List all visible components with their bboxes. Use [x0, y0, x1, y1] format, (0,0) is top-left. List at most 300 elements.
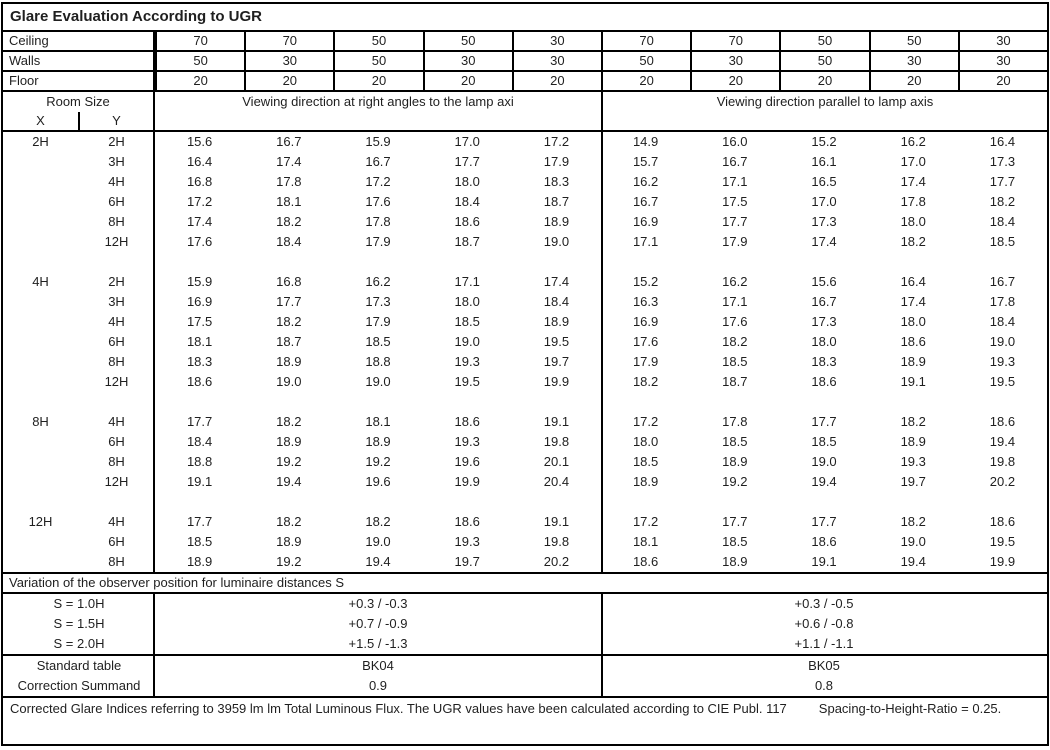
ugr-value: 18.2	[365, 514, 391, 529]
room-x-value	[3, 152, 78, 172]
ugr-value: 17.2	[632, 514, 659, 529]
ugr-value: 18.4	[989, 214, 1016, 229]
ugr-value: 19.6	[365, 474, 391, 489]
surface-label: Ceiling	[3, 32, 155, 50]
surface-value: 20	[601, 72, 690, 90]
summary-rows	[3, 656, 1047, 696]
ugr-value: 19.4	[900, 554, 926, 569]
table-row	[3, 532, 1047, 552]
vertical-divider	[153, 594, 155, 654]
ugr-value: 16.2	[632, 174, 659, 189]
ugr-value: 18.5	[365, 334, 391, 349]
ugr-value: 18.8	[365, 354, 391, 369]
ugr-value: 19.7	[900, 474, 926, 489]
ugr-value: 19.0	[900, 534, 926, 549]
surface-row	[3, 32, 1047, 52]
ugr-value: 18.2	[722, 334, 748, 349]
variation-right-value: +0.6 / -0.8	[794, 616, 854, 631]
room-x-value: 12H	[28, 514, 53, 529]
ugr-value: 18.2	[900, 234, 926, 249]
ugr-value: 19.0	[365, 534, 391, 549]
ugr-value: 19.3	[900, 454, 926, 469]
surface-value: 50	[779, 32, 868, 50]
room-y-value: 4H	[108, 314, 125, 329]
vertical-divider	[153, 132, 155, 572]
room-x-value	[3, 232, 78, 252]
room-y-value: 4H	[108, 174, 125, 189]
ugr-value: 18.2	[900, 414, 926, 429]
room-y-value: 6H	[108, 534, 125, 549]
ugr-value: 17.2	[632, 414, 659, 429]
variation-right-value: +0.3 / -0.5	[794, 596, 854, 611]
vertical-divider	[601, 132, 603, 572]
room-y-value: 2H	[108, 134, 125, 149]
room-y-value: 6H	[108, 194, 125, 209]
table-row	[3, 232, 1047, 252]
ugr-value: 17.7	[276, 294, 302, 309]
surface-value: 50	[601, 52, 690, 70]
ugr-value: 17.2	[543, 134, 570, 149]
ugr-value: 15.2	[632, 274, 659, 289]
ugr-value: 18.5	[186, 534, 213, 549]
ugr-value: 15.6	[811, 274, 837, 289]
ugr-value: 16.9	[632, 214, 659, 229]
ugr-value: 17.8	[365, 214, 391, 229]
ugr-value: 18.1	[186, 334, 213, 349]
variation-row	[3, 614, 1047, 634]
ugr-table	[1, 2, 1049, 746]
ugr-value: 17.0	[811, 194, 837, 209]
surface-value: 50	[423, 32, 512, 50]
surface-value: 50	[869, 32, 958, 50]
surface-value: 30	[512, 32, 601, 50]
ugr-value: 15.9	[365, 134, 391, 149]
ugr-value: 20.2	[543, 554, 570, 569]
ugr-value: 19.1	[811, 554, 837, 569]
ugr-value: 17.6	[632, 334, 659, 349]
ugr-value: 20.4	[543, 474, 570, 489]
ugr-value: 17.7	[989, 174, 1016, 189]
surface-value: 70	[690, 32, 779, 50]
surface-reflectance-rows	[3, 32, 1047, 92]
ugr-value: 19.2	[722, 474, 748, 489]
room-x-value	[3, 172, 78, 192]
ugr-data-rows	[3, 132, 1047, 572]
ugr-value: 17.6	[365, 194, 391, 209]
room-x-value	[3, 332, 78, 352]
ugr-value: 17.6	[186, 234, 213, 249]
table-row	[3, 152, 1047, 172]
ugr-value: 18.5	[722, 354, 748, 369]
ugr-value: 18.2	[276, 414, 302, 429]
room-y-value: 3H	[108, 154, 125, 169]
surface-value: 20	[512, 72, 601, 90]
ugr-value: 15.6	[186, 134, 213, 149]
summary-label: Standard table	[36, 658, 122, 673]
ugr-value: 16.4	[900, 274, 926, 289]
ugr-value: 17.2	[186, 194, 213, 209]
ugr-value: 18.3	[543, 174, 570, 189]
column-header-row	[3, 92, 1047, 132]
surface-value: 20	[779, 72, 868, 90]
surface-value: 30	[512, 52, 601, 70]
ugr-value: 17.3	[811, 314, 837, 329]
room-x-value	[3, 312, 78, 332]
vertical-divider	[153, 656, 155, 696]
ugr-value: 19.1	[543, 514, 570, 529]
ugr-value: 16.2	[365, 274, 391, 289]
ugr-value: 20.1	[543, 454, 570, 469]
ugr-value: 19.8	[543, 534, 570, 549]
room-y-value: 6H	[108, 434, 125, 449]
room-size-header	[3, 92, 155, 130]
ugr-value: 16.7	[722, 154, 748, 169]
spacer-row	[3, 392, 1047, 412]
ugr-value: 19.1	[186, 474, 213, 489]
summary-label: Correction Summand	[17, 678, 141, 693]
variation-right-value: +1.1 / -1.1	[794, 636, 854, 651]
ugr-value: 16.8	[186, 174, 213, 189]
ugr-value: 18.6	[454, 514, 480, 529]
surface-value: 50	[333, 52, 422, 70]
ugr-value: 15.2	[811, 134, 837, 149]
footer-text: Corrected Glare Indices referring to 3959 lm lm Total Luminous Flux. The UGR values have been calculated according to CIE Publ. 117	[10, 701, 787, 716]
ugr-value: 17.5	[722, 194, 748, 209]
ugr-value: 17.7	[454, 154, 480, 169]
ugr-value: 17.5	[186, 314, 213, 329]
room-y-value: 8H	[108, 354, 125, 369]
ugr-value: 18.9	[632, 474, 659, 489]
ugr-value: 18.9	[900, 354, 926, 369]
ugr-value: 19.8	[543, 434, 570, 449]
ugr-value: 18.9	[276, 534, 302, 549]
ugr-value: 16.2	[722, 274, 748, 289]
ugr-value: 18.2	[276, 514, 302, 529]
table-row	[3, 312, 1047, 332]
ugr-value: 17.7	[186, 514, 213, 529]
observer-variation-section	[3, 594, 1047, 656]
surface-value: 20	[869, 72, 958, 90]
ugr-value: 18.4	[989, 314, 1016, 329]
ugr-value: 16.2	[900, 134, 926, 149]
ugr-value: 16.9	[632, 314, 659, 329]
room-x-value: 4H	[32, 274, 49, 289]
ugr-value: 17.3	[365, 294, 391, 309]
room-x-value	[3, 192, 78, 212]
ugr-value: 17.7	[186, 414, 213, 429]
ugr-value: 17.3	[989, 154, 1016, 169]
ugr-value: 18.6	[454, 214, 480, 229]
ugr-value: 17.8	[276, 174, 302, 189]
ugr-value: 17.4	[276, 154, 302, 169]
variation-left-value: +1.5 / -1.3	[348, 636, 408, 651]
ugr-value: 18.7	[276, 334, 302, 349]
table-row	[3, 472, 1047, 492]
room-y-value: 2H	[108, 274, 125, 289]
ugr-value: 19.1	[900, 374, 926, 389]
ugr-value: 18.9	[722, 454, 748, 469]
ugr-value: 19.5	[454, 374, 480, 389]
ugr-value: 19.2	[365, 454, 391, 469]
ugr-value: 17.7	[811, 414, 837, 429]
ugr-value: 18.3	[186, 354, 213, 369]
ugr-value: 17.9	[365, 314, 391, 329]
table-row	[3, 552, 1047, 572]
surface-value: 20	[690, 72, 779, 90]
surface-label: Floor	[3, 72, 155, 90]
ugr-value: 18.2	[276, 314, 302, 329]
room-x-value	[3, 432, 78, 452]
room-x-value	[3, 372, 78, 392]
ugr-value: 18.5	[811, 434, 837, 449]
ugr-value: 19.0	[543, 234, 570, 249]
ugr-value: 18.6	[811, 534, 837, 549]
ugr-value: 19.8	[989, 454, 1016, 469]
ugr-value: 18.7	[722, 374, 748, 389]
room-y-value: 4H	[108, 514, 125, 529]
ugr-value: 17.4	[543, 274, 570, 289]
ugr-value: 17.1	[722, 294, 748, 309]
spacer-row	[3, 492, 1047, 512]
ugr-value: 17.4	[811, 234, 837, 249]
ugr-value: 18.2	[900, 514, 926, 529]
s-distance-rows	[3, 594, 1047, 654]
ugr-value: 18.6	[454, 414, 480, 429]
s-distance-label: S = 1.0H	[53, 596, 105, 611]
ugr-value: 18.5	[989, 234, 1016, 249]
room-x-value	[3, 212, 78, 232]
ugr-value: 16.4	[989, 134, 1016, 149]
table-row	[3, 192, 1047, 212]
ugr-value: 19.2	[276, 454, 302, 469]
surface-value: 70	[244, 32, 333, 50]
ugr-value: 17.7	[811, 514, 837, 529]
ugr-value: 18.6	[811, 374, 837, 389]
ugr-value: 19.3	[454, 434, 480, 449]
ugr-value: 19.2	[276, 554, 302, 569]
ugr-value: 17.2	[365, 174, 391, 189]
surface-value: 70	[601, 32, 690, 50]
ugr-value: 18.2	[276, 214, 302, 229]
ugr-value: 18.2	[989, 194, 1016, 209]
ugr-value: 17.4	[900, 174, 926, 189]
room-y-value: 3H	[108, 294, 125, 309]
ugr-value: 16.1	[811, 154, 837, 169]
ugr-value: 17.8	[900, 194, 926, 209]
ugr-value: 18.9	[722, 554, 748, 569]
table-row	[3, 412, 1047, 432]
room-y-value: 12H	[104, 474, 129, 489]
ugr-value: 19.5	[989, 374, 1016, 389]
ugr-value: 17.7	[722, 214, 748, 229]
ugr-value: 17.9	[543, 154, 570, 169]
ugr-value: 18.5	[454, 314, 480, 329]
ugr-value: 18.6	[632, 554, 659, 569]
surface-row	[3, 72, 1047, 92]
ugr-value: 17.6	[722, 314, 748, 329]
ugr-value: 19.6	[454, 454, 480, 469]
surface-value: 20	[333, 72, 422, 90]
ugr-value: 16.7	[632, 194, 659, 209]
viewing-direction-right-angles-header: Viewing direction at right angles to the lamp axi	[155, 92, 603, 130]
room-size-label: Room Size	[46, 94, 110, 109]
ugr-value: 16.7	[365, 154, 391, 169]
ugr-value: 19.9	[989, 554, 1016, 569]
surface-value: 20	[244, 72, 333, 90]
ugr-value: 19.3	[454, 534, 480, 549]
ugr-value: 19.1	[543, 414, 570, 429]
ugr-value: 17.8	[989, 294, 1016, 309]
room-x-value	[3, 352, 78, 372]
ugr-value: 18.7	[543, 194, 570, 209]
ugr-value: 19.0	[989, 334, 1016, 349]
variation-section-title: Variation of the observer position for luminaire distances S	[3, 574, 1047, 594]
ugr-value: 18.0	[454, 294, 480, 309]
ugr-value: 19.3	[454, 354, 480, 369]
surface-row	[3, 52, 1047, 72]
s-distance-label: S = 1.5H	[53, 616, 105, 631]
ugr-value: 18.3	[811, 354, 837, 369]
table-row	[3, 132, 1047, 152]
room-y-value: 6H	[108, 334, 125, 349]
ugr-value: 17.9	[722, 234, 748, 249]
variation-left-value: +0.3 / -0.3	[348, 596, 408, 611]
spacer-row	[3, 252, 1047, 272]
ugr-value: 14.9	[632, 134, 659, 149]
surface-value: 30	[690, 52, 779, 70]
ugr-value: 16.7	[276, 134, 302, 149]
ugr-value: 19.9	[543, 374, 570, 389]
ugr-value: 17.4	[186, 214, 213, 229]
spacing-ratio-text: Spacing-to-Height-Ratio = 0.25.	[818, 701, 1002, 716]
surface-value: 50	[155, 52, 244, 70]
ugr-value: 18.9	[186, 554, 213, 569]
table-row	[3, 372, 1047, 392]
surface-label: Walls	[3, 52, 155, 70]
room-y-value: 4H	[108, 414, 125, 429]
ugr-value: 19.0	[276, 374, 302, 389]
ugr-value: 18.0	[811, 334, 837, 349]
ugr-value: 17.3	[811, 214, 837, 229]
summary-row	[3, 656, 1047, 676]
ugr-value: 17.8	[722, 414, 748, 429]
room-x-value: 8H	[32, 414, 49, 429]
surface-value: 30	[244, 52, 333, 70]
ugr-value: 18.5	[722, 434, 748, 449]
footer-note	[3, 698, 1047, 716]
ugr-value: 15.9	[186, 274, 213, 289]
room-x-value: 2H	[32, 134, 49, 149]
ugr-value: 18.4	[543, 294, 570, 309]
ugr-value: 18.4	[276, 234, 302, 249]
ugr-value: 18.2	[632, 374, 659, 389]
ugr-value: 17.7	[722, 514, 748, 529]
table-row	[3, 172, 1047, 192]
summary-left-value: BK04	[362, 658, 394, 673]
room-y-value: 12H	[104, 234, 129, 249]
room-x-value	[3, 452, 78, 472]
ugr-value: 16.4	[186, 154, 213, 169]
table-row	[3, 352, 1047, 372]
surface-value: 20	[958, 72, 1047, 90]
ugr-value: 18.9	[543, 314, 570, 329]
ugr-value: 18.5	[722, 534, 748, 549]
ugr-value: 17.9	[365, 234, 391, 249]
ugr-value: 19.0	[454, 334, 480, 349]
variation-left-value: +0.7 / -0.9	[348, 616, 408, 631]
ugr-value: 19.3	[989, 354, 1016, 369]
vertical-divider	[601, 594, 603, 654]
summary-row	[3, 676, 1047, 696]
surface-value: 50	[779, 52, 868, 70]
ugr-value: 16.5	[811, 174, 837, 189]
ugr-value: 19.9	[454, 474, 480, 489]
ugr-value: 19.4	[989, 434, 1016, 449]
ugr-value: 16.3	[632, 294, 659, 309]
ugr-data-area	[3, 132, 1047, 574]
table-row	[3, 272, 1047, 292]
summary-right-value: 0.8	[814, 678, 834, 693]
ugr-value: 19.7	[454, 554, 480, 569]
ugr-value: 18.0	[900, 314, 926, 329]
surface-value: 30	[869, 52, 958, 70]
room-y-value: 8H	[108, 454, 125, 469]
ugr-value: 17.0	[900, 154, 926, 169]
table-row	[3, 452, 1047, 472]
ugr-value: 18.8	[186, 454, 213, 469]
ugr-value: 16.7	[811, 294, 837, 309]
xy-header-row	[3, 112, 153, 132]
ugr-value: 19.0	[365, 374, 391, 389]
ugr-value: 18.6	[989, 514, 1016, 529]
ugr-value: 18.5	[632, 454, 659, 469]
s-distance-label: S = 2.0H	[53, 636, 105, 651]
room-y-value: 12H	[104, 374, 129, 389]
y-column-label: Y	[112, 113, 121, 128]
variation-row	[3, 594, 1047, 614]
table-row	[3, 332, 1047, 352]
ugr-value: 18.4	[186, 434, 213, 449]
x-column-label: X	[3, 112, 80, 132]
ugr-value: 18.7	[454, 234, 480, 249]
table-row	[3, 212, 1047, 232]
viewing-direction-parallel-header: Viewing direction parallel to lamp axis	[716, 94, 934, 109]
ugr-value: 17.1	[722, 174, 748, 189]
surface-value: 70	[155, 32, 244, 50]
room-y-value: 8H	[108, 554, 125, 569]
ugr-value: 17.0	[454, 134, 480, 149]
variation-row	[3, 634, 1047, 654]
ugr-value: 18.6	[186, 374, 213, 389]
room-x-value	[3, 472, 78, 492]
table-row	[3, 512, 1047, 532]
ugr-value: 19.7	[543, 354, 570, 369]
ugr-value: 18.0	[454, 174, 480, 189]
surface-value: 30	[958, 52, 1047, 70]
ugr-value: 18.1	[365, 414, 391, 429]
vertical-divider	[601, 656, 603, 696]
ugr-value: 19.4	[811, 474, 837, 489]
ugr-value: 16.9	[186, 294, 213, 309]
ugr-value: 18.9	[365, 434, 391, 449]
ugr-value: 18.1	[276, 194, 302, 209]
ugr-value: 18.9	[543, 214, 570, 229]
ugr-value: 15.7	[632, 154, 659, 169]
ugr-value: 17.4	[900, 294, 926, 309]
ugr-value: 17.9	[632, 354, 659, 369]
page-title: Glare Evaluation According to UGR	[3, 4, 1047, 32]
ugr-value: 20.2	[989, 474, 1016, 489]
